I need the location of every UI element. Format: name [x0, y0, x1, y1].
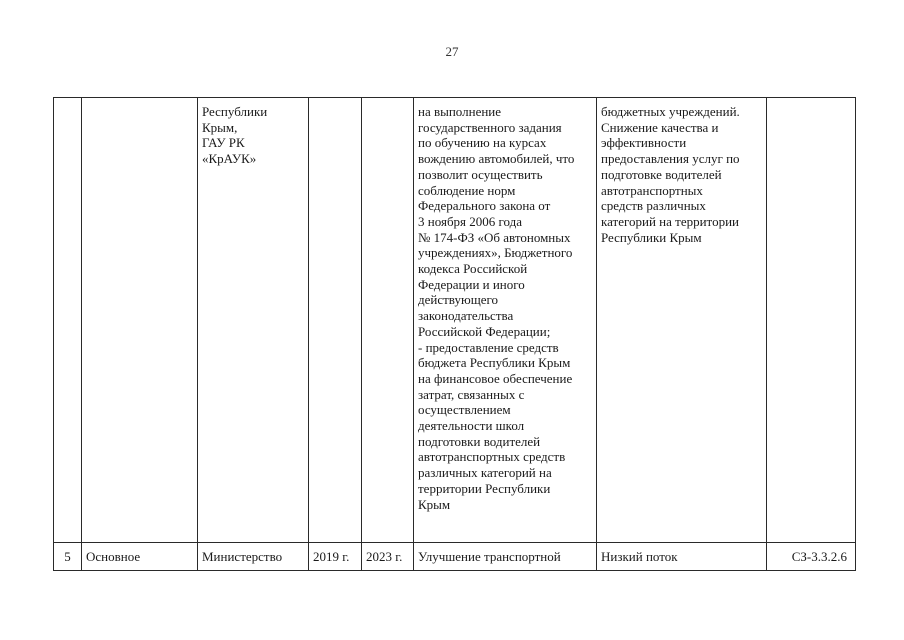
cell-consequences: бюджетных учреждений. Снижение качества и эффективности предоставления услуг по подготовке водителей автотранспортных средств различных категорий на территории Республики Крым	[597, 98, 767, 543]
cell-number: 5	[54, 543, 82, 571]
cell-executor: Республики Крым, ГАУ РК «КрАУК»	[198, 98, 309, 543]
cell-indicator-code: СЗ-3.3.2.6	[767, 543, 856, 571]
cell-indicator-code	[767, 98, 856, 543]
cell-end-year	[362, 98, 414, 543]
cell-executor: Министерство	[198, 543, 309, 571]
cell-start-year: 2019 г.	[309, 543, 362, 571]
page-number: 27	[445, 44, 459, 59]
cell-end-year: 2023 г.	[362, 543, 414, 571]
table-row-5	[54, 543, 856, 571]
table-row-continued	[54, 98, 856, 543]
activities-table	[53, 97, 856, 571]
cell-name: Основное	[82, 543, 198, 571]
cell-name	[82, 98, 198, 543]
cell-expected-result: Улучшение транспортной	[414, 543, 597, 571]
cell-start-year	[309, 98, 362, 543]
cell-consequences: Низкий поток	[597, 543, 767, 571]
cell-expected-result: на выполнение государственного задания по обучению на курсах вождению автомобилей, что позволит осуществить соблюдение норм Федерального закона от 3 ноября 2006 года № 174-ФЗ «Об автономных учреждениях», Бюджетного кодекса Российской Федерации и иного действующего законодательства Российской Федерации; - предоставление средств бюджета Республики Крым на финансовое обеспечение затрат, связанных с осуществлением деятельности школ подготовки водителей автотранспортных средств различных категорий на территории Республики Крым	[414, 98, 597, 543]
cell-number	[54, 98, 82, 543]
